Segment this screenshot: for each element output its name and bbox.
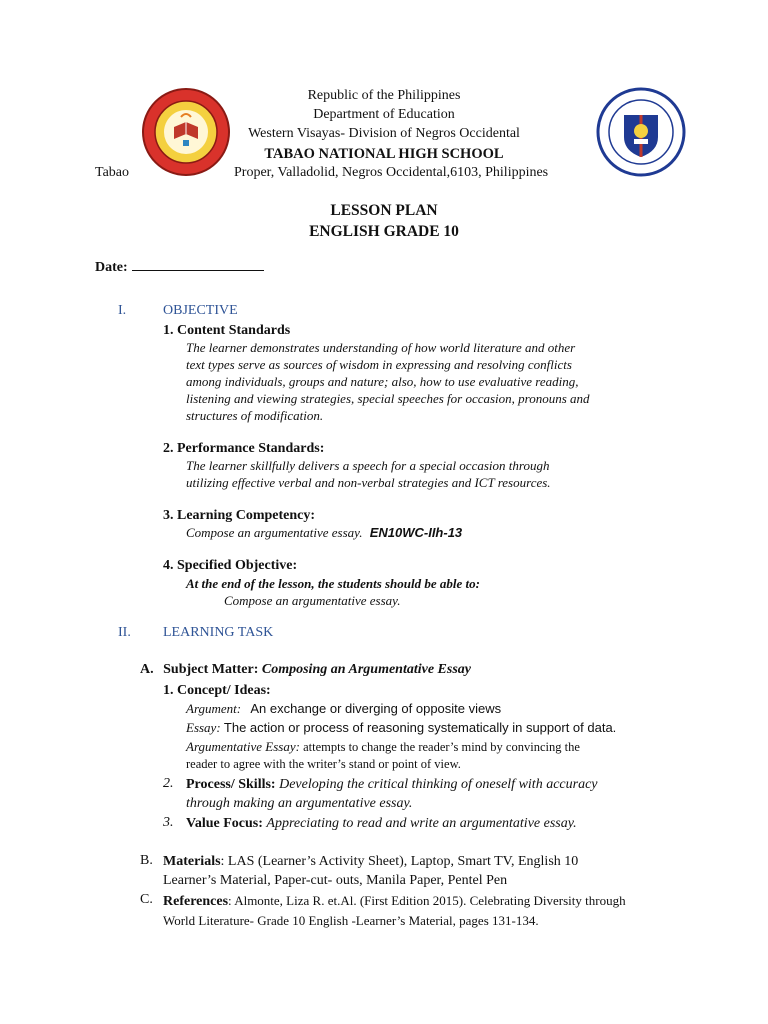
date-label: Date: bbox=[95, 260, 128, 275]
subject-matter-letter: A. bbox=[140, 662, 154, 677]
materials-letter: B. bbox=[140, 853, 153, 868]
materials-label: Materials bbox=[163, 854, 221, 869]
references-text: : Almonte, Liza R. et.Al. (First Edition 2015). Celebrating Diversity through bbox=[228, 893, 626, 908]
definition-argument bbox=[186, 700, 501, 717]
date-field bbox=[95, 258, 264, 276]
content-standards-line: listening and viewing strategies, special speeches for occasion, pronouns and bbox=[186, 391, 590, 406]
content-standards-line: structures of modification. bbox=[186, 408, 324, 423]
specified-objective-text: Compose an argumentative essay. bbox=[224, 593, 401, 608]
content-standards-line: among individuals, groups and nature; also, how to use evaluative reading, bbox=[186, 374, 579, 389]
value-focus-text: Appreciating to read and write an argumentative essay. bbox=[266, 816, 577, 831]
concept-ideas-label: 1. Concept/ Ideas: bbox=[163, 683, 271, 698]
learning-competency-code: EN10WC-IIh-13 bbox=[369, 525, 463, 540]
content-standards-text bbox=[186, 339, 590, 424]
process-skills bbox=[186, 776, 598, 793]
section-2-number: II. bbox=[118, 625, 131, 640]
definition-argumentative-essay-cont: reader to agree with the writer’s stand or point of view. bbox=[186, 757, 461, 771]
header-address-right: Proper, Valladolid, Negros Occidental,6103, Philippines bbox=[234, 165, 549, 180]
subject-matter-label: Subject Matter: bbox=[163, 662, 259, 677]
value-focus bbox=[186, 815, 577, 832]
term-argument: Argument: bbox=[186, 701, 242, 716]
term-argumentative-essay: Argumentative Essay: bbox=[186, 739, 300, 754]
references-letter: C. bbox=[140, 892, 153, 907]
def-argument: An exchange or diverging of opposite views bbox=[250, 701, 502, 716]
section-1-title: OBJECTIVE bbox=[163, 303, 238, 318]
materials-row bbox=[163, 853, 578, 870]
learning-competency-value: Compose an argumentative essay. bbox=[186, 525, 363, 540]
materials-text: : LAS (Learner’s Activity Sheet), Laptop, Smart TV, English 10 bbox=[220, 854, 579, 869]
def-argumentative-essay: attempts to change the reader’s mind by convincing the bbox=[303, 740, 580, 754]
definition-argumentative-essay bbox=[186, 738, 580, 756]
header-address-left: Tabao bbox=[95, 165, 130, 180]
references-label: References bbox=[163, 894, 229, 909]
specified-objective-intro: At the end of the lesson, the students should be able to: bbox=[186, 576, 480, 591]
process-skills-text: Developing the critical thinking of oneself with accuracy bbox=[279, 777, 598, 792]
value-focus-label: Value Focus: bbox=[186, 816, 263, 831]
section-1-number: I. bbox=[118, 303, 127, 318]
content-standards-label: 1. Content Standards bbox=[163, 323, 291, 338]
date-blank-line bbox=[132, 258, 264, 271]
performance-standards-line: The learner skillfully delivers a speech for a special occasion through bbox=[186, 458, 550, 473]
page-subtitle: ENGLISH GRADE 10 bbox=[309, 223, 459, 240]
performance-standards-text bbox=[186, 457, 551, 491]
def-essay: The action or process of reasoning systematically in support of data. bbox=[223, 720, 617, 735]
header-republic: Republic of the Philippines bbox=[307, 88, 461, 103]
process-skills-text-cont: through making an argumentative essay. bbox=[186, 796, 413, 811]
header-department: Department of Education bbox=[313, 107, 455, 122]
header-division: Western Visayas- Division of Negros Occidental bbox=[248, 126, 520, 141]
performance-standards-line: utilizing effective verbal and non-verbal strategies and ICT resources. bbox=[186, 475, 551, 490]
process-number: 2. bbox=[163, 776, 174, 791]
materials-text-cont: Learner’s Material, Paper-cut- outs, Manila Paper, Pentel Pen bbox=[163, 873, 508, 888]
specified-objective-label: 4. Specified Objective: bbox=[163, 558, 298, 573]
process-skills-label: Process/ Skills: bbox=[186, 777, 276, 792]
subject-matter-row bbox=[140, 662, 471, 678]
content-standards-line: text types serve as sources of wisdom in expressing and resolving conflicts bbox=[186, 357, 572, 372]
definition-essay bbox=[186, 719, 616, 736]
value-focus-number: 3. bbox=[163, 815, 174, 830]
term-essay: Essay: bbox=[186, 720, 221, 735]
learning-competency-label: 3. Learning Competency: bbox=[163, 508, 316, 523]
subject-matter-value: Composing an Argumentative Essay bbox=[261, 662, 471, 677]
content-standards-line: The learner demonstrates understanding of how world literature and other bbox=[186, 340, 576, 355]
section-2-title: LEARNING TASK bbox=[163, 625, 274, 640]
performance-standards-label: 2. Performance Standards: bbox=[163, 441, 325, 456]
references-text-cont: World Literature- Grade 10 English -Learner’s Material, pages 131-134. bbox=[163, 913, 539, 928]
page-title: LESSON PLAN bbox=[330, 202, 438, 219]
learning-competency-text bbox=[186, 524, 462, 541]
header-school-name: TABAO NATIONAL HIGH SCHOOL bbox=[264, 146, 504, 162]
references-row bbox=[163, 892, 626, 910]
